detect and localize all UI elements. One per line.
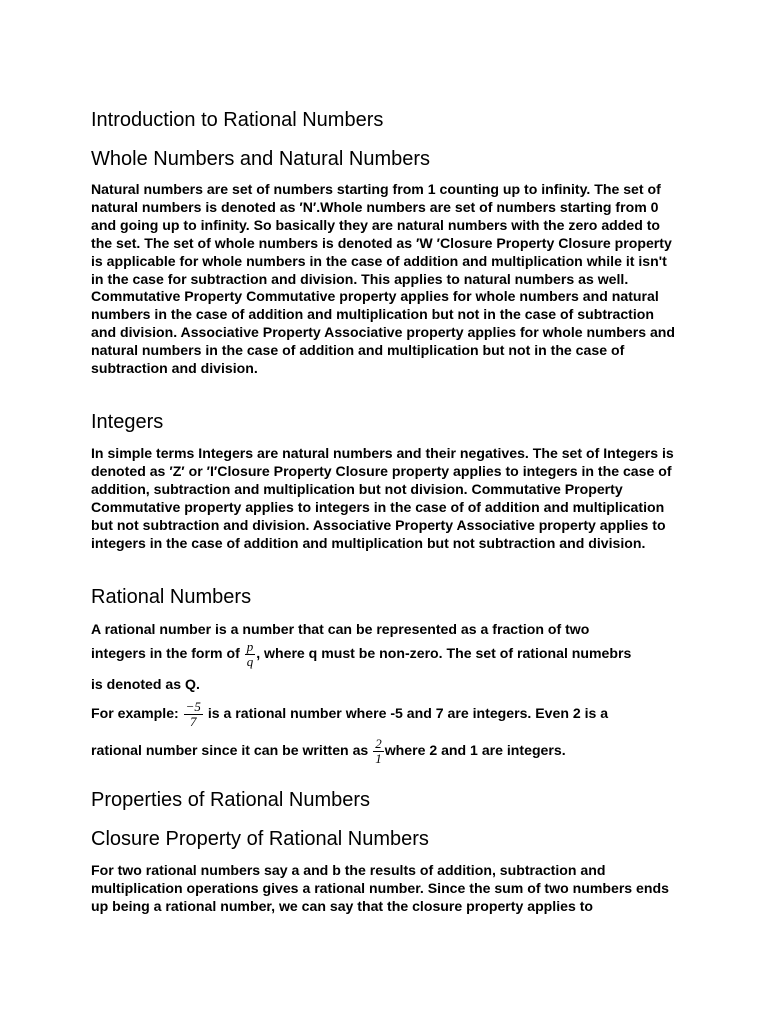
fraction-denominator: q	[246, 654, 254, 669]
fraction-minus5-over-7	[184, 700, 203, 729]
heading-integers: Integers	[91, 411, 164, 433]
fraction-2-over-1	[373, 737, 384, 766]
fraction-numerator: 2	[375, 736, 382, 751]
paragraph-closure: For two rational numbers say a and b the results of addition, subtraction and multiplication operations gives a rational number. Since the sum of two numbers ends up being a rational number, we can say that the closure property applies to	[91, 862, 669, 914]
example-line-1-after: is a rational number where -5 and 7 are integers. Even 2 is a	[207, 705, 609, 722]
rational-line-1: A rational number is a number that can be represented as a fraction of two	[91, 621, 590, 637]
fraction-numerator: −5	[185, 699, 201, 714]
rational-line-2-before: integers in the form of	[91, 645, 240, 662]
example-line-1	[91, 700, 608, 729]
example-line-2-before: rational number since it can be written as	[91, 742, 369, 759]
fraction-denominator: 7	[190, 714, 197, 729]
page-title: Introduction to Rational Numbers	[91, 109, 384, 131]
example-label: For example:	[91, 705, 179, 722]
fraction-p-over-q	[245, 640, 256, 669]
example-line-2-after: where 2 and 1 are integers.	[384, 742, 566, 759]
example-line-2	[91, 737, 566, 766]
fraction-denominator: 1	[375, 751, 382, 766]
heading-closure: Closure Property of Rational Numbers	[91, 828, 429, 850]
heading-properties: Properties of Rational Numbers	[91, 789, 371, 811]
heading-rational: Rational Numbers	[91, 586, 252, 608]
rational-line-3: is denoted as Q.	[91, 676, 200, 692]
rational-line-2	[91, 640, 631, 669]
rational-line-2-after: , where q must be non-zero. The set of rational numebrs	[256, 645, 632, 662]
heading-whole-natural: Whole Numbers and Natural Numbers	[91, 148, 431, 170]
paragraph-whole-natural: Natural numbers are set of numbers starting from 1 counting up to infinity. The set of natural numbers is denoted as ′N′.Whole numbers are set of numbers starting from 0 and going up to infinity. So basically they are natural numbers with the zero added to the set. The set of whole numbers is denoted as ′W ′Closure Property Closure property is applicable for whole numbers in the case of addition and multiplication while it isn't in the case for subtraction and division. This applies to natural numbers as well. Commutative Property Commutative property applies for whole numbers and natural numbers in the case of addition and multiplication but not in the case of subtraction and division. Associative Property Associative property applies for whole numbers and natural numbers in the case of addition and multiplication but not in the case of subtraction and division.	[91, 181, 676, 377]
paragraph-integers: In simple terms Integers are natural numbers and their negatives. The set of Integers is denoted as ′Z′ or ′I′Closure Property Closure property applies to integers in the case of addition, subtraction and multiplication but not division. Commutative Property Commutative property applies to integers in the case of of addition and multiplication but not subtraction and division. Associative Property Associative property applies to integers in the case of addition and multiplication but not subtraction and division.	[91, 445, 674, 551]
fraction-numerator: p	[246, 639, 254, 654]
